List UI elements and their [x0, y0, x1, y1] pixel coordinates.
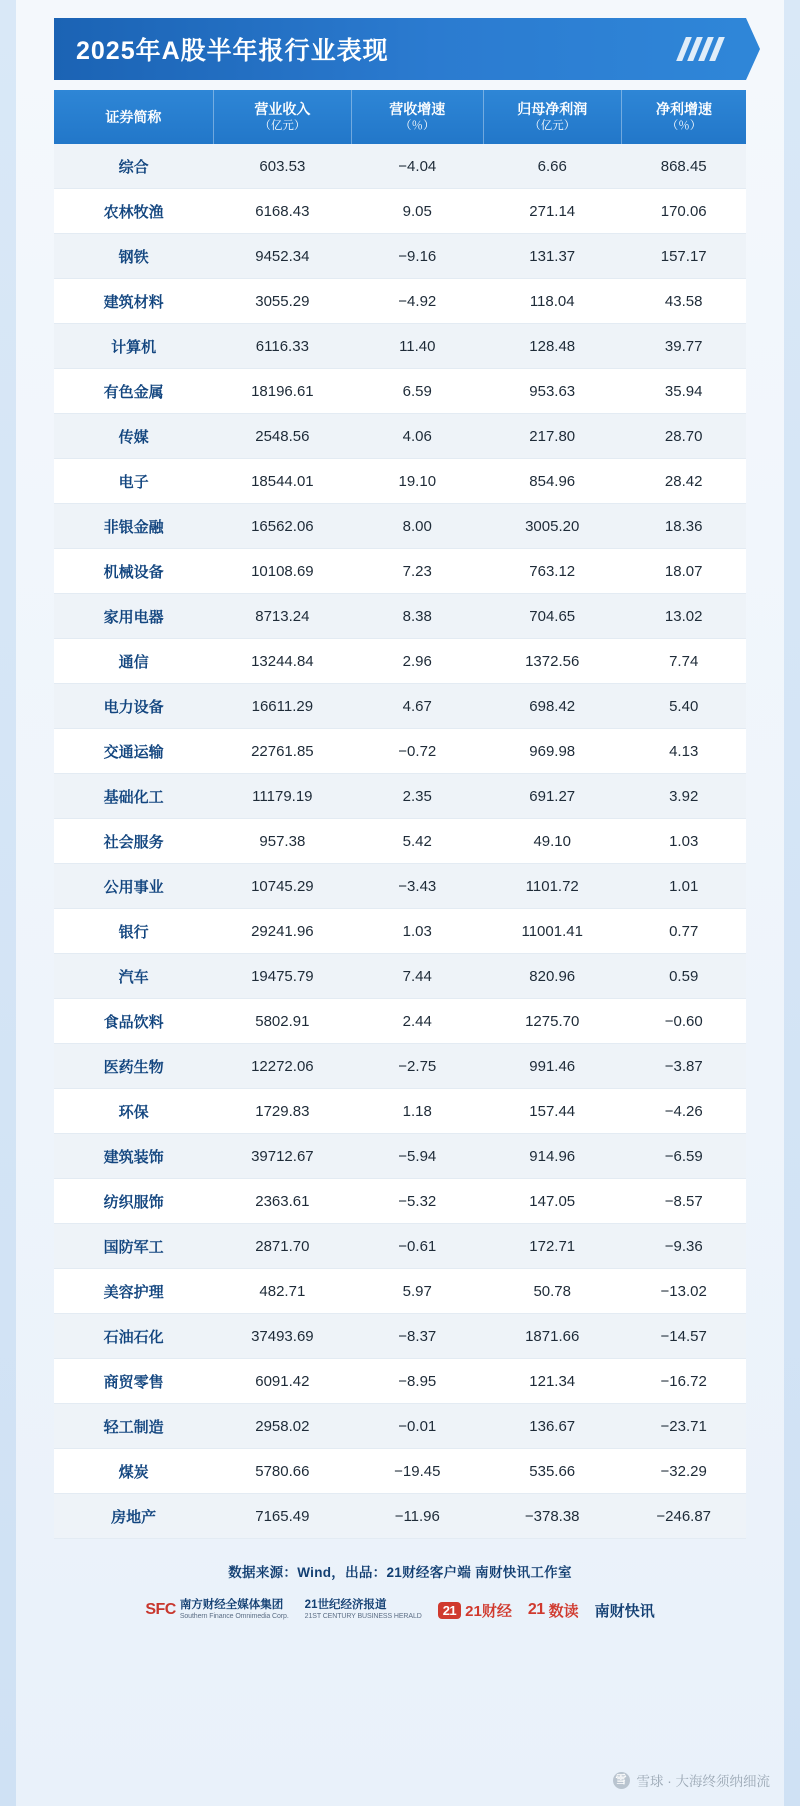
- cell-industry-name: 煤炭: [54, 1449, 213, 1494]
- cell-profit-growth: 5.40: [621, 684, 746, 729]
- page-title: 2025年A股半年报行业表现: [76, 37, 389, 65]
- table-row: [54, 594, 746, 639]
- cell-profit-growth: 28.42: [621, 459, 746, 504]
- cell-profit: 136.67: [483, 1404, 621, 1449]
- cell-revenue: 6168.43: [213, 189, 351, 234]
- cell-industry-name: 纺织服饰: [54, 1179, 213, 1224]
- cell-revenue: 2958.02: [213, 1404, 351, 1449]
- cell-profit: 691.27: [483, 774, 621, 819]
- cell-revenue: 12272.06: [213, 1044, 351, 1089]
- cell-industry-name: 农林牧渔: [54, 189, 213, 234]
- xueqiu-icon: 雪: [613, 1772, 630, 1789]
- cell-revenue-growth: −8.37: [352, 1314, 483, 1359]
- cell-revenue-growth: −11.96: [352, 1494, 483, 1539]
- cell-revenue: 6116.33: [213, 324, 351, 369]
- cell-industry-name: 交通运输: [54, 729, 213, 774]
- logo-21cbh: 21世纪经济报道 21ST CENTURY BUSINESS HERALD: [304, 1599, 422, 1620]
- table-row: [54, 1134, 746, 1179]
- twentyone-badge-icon: 21: [438, 1602, 461, 1619]
- cell-profit-growth: 0.77: [621, 909, 746, 954]
- column-header-name: 证券简称: [54, 90, 213, 144]
- cell-industry-name: 轻工制造: [54, 1404, 213, 1449]
- cell-industry-name: 食品饮料: [54, 999, 213, 1044]
- cell-profit: 820.96: [483, 954, 621, 999]
- cell-revenue: 482.71: [213, 1269, 351, 1314]
- cell-profit: 1372.56: [483, 639, 621, 684]
- cell-profit: 128.48: [483, 324, 621, 369]
- cell-industry-name: 家用电器: [54, 594, 213, 639]
- cell-profit-growth: 157.17: [621, 234, 746, 279]
- cell-industry-name: 银行: [54, 909, 213, 954]
- cell-profit-growth: 18.36: [621, 504, 746, 549]
- cell-profit: 914.96: [483, 1134, 621, 1179]
- cell-industry-name: 钢铁: [54, 234, 213, 279]
- cell-profit-growth: −4.26: [621, 1089, 746, 1134]
- cell-profit-growth: −3.87: [621, 1044, 746, 1089]
- cell-revenue: 5780.66: [213, 1449, 351, 1494]
- table-row: [54, 1449, 746, 1494]
- cell-profit: 49.10: [483, 819, 621, 864]
- cell-industry-name: 环保: [54, 1089, 213, 1134]
- cell-industry-name: 通信: [54, 639, 213, 684]
- cell-profit: 953.63: [483, 369, 621, 414]
- cell-profit-growth: −8.57: [621, 1179, 746, 1224]
- cell-revenue: 16611.29: [213, 684, 351, 729]
- cell-industry-name: 社会服务: [54, 819, 213, 864]
- cell-profit: 217.80: [483, 414, 621, 459]
- cell-revenue: 2548.56: [213, 414, 351, 459]
- cell-revenue-growth: −4.92: [352, 279, 483, 324]
- banner-arrow-icon: [746, 18, 760, 80]
- table-row: [54, 729, 746, 774]
- table-row: [54, 1269, 746, 1314]
- table-row: [54, 504, 746, 549]
- cell-industry-name: 计算机: [54, 324, 213, 369]
- table-row: [54, 909, 746, 954]
- cell-industry-name: 机械设备: [54, 549, 213, 594]
- cell-revenue: 1729.83: [213, 1089, 351, 1134]
- cell-revenue-growth: 8.38: [352, 594, 483, 639]
- cell-profit-growth: −16.72: [621, 1359, 746, 1404]
- cell-revenue-growth: 1.18: [352, 1089, 483, 1134]
- cell-revenue-growth: −9.16: [352, 234, 483, 279]
- decorative-slashes-icon: [681, 37, 720, 61]
- column-header-revenue-growth: 营收增速 （％）: [352, 90, 483, 144]
- cell-revenue: 3055.29: [213, 279, 351, 324]
- twentyone-mark-icon: 21: [527, 1601, 545, 1619]
- cell-revenue: 16562.06: [213, 504, 351, 549]
- cell-profit-growth: 0.59: [621, 954, 746, 999]
- cell-industry-name: 综合: [54, 144, 213, 189]
- table-header-row: [54, 90, 746, 144]
- table-row: [54, 1494, 746, 1539]
- cell-revenue-growth: −2.75: [352, 1044, 483, 1089]
- cell-revenue-growth: −19.45: [352, 1449, 483, 1494]
- cell-profit: 854.96: [483, 459, 621, 504]
- cell-revenue-growth: 19.10: [352, 459, 483, 504]
- table-row: [54, 1404, 746, 1449]
- logo-shudu: 21 数读: [527, 1601, 579, 1620]
- cell-revenue: 6091.42: [213, 1359, 351, 1404]
- cell-revenue: 8713.24: [213, 594, 351, 639]
- cell-profit: 991.46: [483, 1044, 621, 1089]
- cell-profit-growth: 43.58: [621, 279, 746, 324]
- cell-revenue: 10745.29: [213, 864, 351, 909]
- cell-revenue: 2363.61: [213, 1179, 351, 1224]
- table-row: [54, 1314, 746, 1359]
- column-header-revenue: 营业收入 （亿元）: [213, 90, 351, 144]
- cell-industry-name: 国防军工: [54, 1224, 213, 1269]
- cell-profit: 535.66: [483, 1449, 621, 1494]
- cell-profit: 6.66: [483, 144, 621, 189]
- cell-revenue: 18544.01: [213, 459, 351, 504]
- table-row: [54, 819, 746, 864]
- cell-profit: 763.12: [483, 549, 621, 594]
- cell-profit-growth: 3.92: [621, 774, 746, 819]
- table-row: [54, 774, 746, 819]
- cell-profit: 147.05: [483, 1179, 621, 1224]
- table-row: [54, 189, 746, 234]
- cell-profit: 3005.20: [483, 504, 621, 549]
- sfc-mark-icon: SFC: [145, 1601, 176, 1619]
- cell-revenue: 13244.84: [213, 639, 351, 684]
- cell-profit: 157.44: [483, 1089, 621, 1134]
- table-row: [54, 954, 746, 999]
- cell-industry-name: 石油石化: [54, 1314, 213, 1359]
- cell-revenue-growth: −0.72: [352, 729, 483, 774]
- cell-revenue: 7165.49: [213, 1494, 351, 1539]
- cell-profit-growth: −14.57: [621, 1314, 746, 1359]
- logo-sfc: SFC 南方财经全媒体集团 Southern Finance Omnimedia Corp.: [145, 1599, 289, 1620]
- cell-industry-name: 房地产: [54, 1494, 213, 1539]
- cell-revenue-growth: 2.35: [352, 774, 483, 819]
- cell-industry-name: 美容护理: [54, 1269, 213, 1314]
- table-row: [54, 459, 746, 504]
- cell-revenue: 5802.91: [213, 999, 351, 1044]
- data-source-note: 数据来源：Wind，出品：21财经客户端 南财快讯工作室: [228, 1565, 572, 1581]
- logo-21caijing: 21 21财经: [438, 1600, 512, 1621]
- cell-revenue-growth: 5.97: [352, 1269, 483, 1314]
- cell-profit-growth: 868.45: [621, 144, 746, 189]
- cell-profit: 118.04: [483, 279, 621, 324]
- cell-profit-growth: 7.74: [621, 639, 746, 684]
- cell-industry-name: 电子: [54, 459, 213, 504]
- table-row: [54, 369, 746, 414]
- cell-revenue-growth: −8.95: [352, 1359, 483, 1404]
- cell-profit: 131.37: [483, 234, 621, 279]
- table-row: [54, 864, 746, 909]
- table-row: [54, 279, 746, 324]
- cell-revenue-growth: 7.44: [352, 954, 483, 999]
- cell-profit-growth: −23.71: [621, 1404, 746, 1449]
- cell-industry-name: 公用事业: [54, 864, 213, 909]
- table-row: [54, 1044, 746, 1089]
- cell-profit: 969.98: [483, 729, 621, 774]
- cell-revenue: 9452.34: [213, 234, 351, 279]
- cell-profit: 698.42: [483, 684, 621, 729]
- cell-revenue: 2871.70: [213, 1224, 351, 1269]
- table-row: [54, 1179, 746, 1224]
- cell-revenue: 957.38: [213, 819, 351, 864]
- cell-profit-growth: 28.70: [621, 414, 746, 459]
- cell-industry-name: 医药生物: [54, 1044, 213, 1089]
- cell-revenue: 19475.79: [213, 954, 351, 999]
- cell-revenue-growth: 11.40: [352, 324, 483, 369]
- cell-industry-name: 有色金属: [54, 369, 213, 414]
- cell-revenue-growth: 2.96: [352, 639, 483, 684]
- cell-profit-growth: 170.06: [621, 189, 746, 234]
- table-row: [54, 1224, 746, 1269]
- cell-profit-growth: 39.77: [621, 324, 746, 369]
- cell-revenue: 29241.96: [213, 909, 351, 954]
- cell-industry-name: 建筑装饰: [54, 1134, 213, 1179]
- cell-revenue: 603.53: [213, 144, 351, 189]
- logo-nancai-kuaixun: 南财快讯: [594, 1602, 655, 1620]
- watermark: [613, 1770, 771, 1790]
- cell-revenue-growth: 4.67: [352, 684, 483, 729]
- cell-profit-growth: 4.13: [621, 729, 746, 774]
- industry-performance-table: [54, 90, 746, 1539]
- cell-profit: 50.78: [483, 1269, 621, 1314]
- cell-revenue-growth: 1.03: [352, 909, 483, 954]
- cell-industry-name: 非银金融: [54, 504, 213, 549]
- cell-profit-growth: 35.94: [621, 369, 746, 414]
- cell-industry-name: 汽车: [54, 954, 213, 999]
- watermark-text: 雪球 · 大海终须纳细流: [636, 1774, 770, 1789]
- cell-profit-growth: 13.02: [621, 594, 746, 639]
- cell-profit: 1275.70: [483, 999, 621, 1044]
- cell-profit-growth: −9.36: [621, 1224, 746, 1269]
- cell-revenue: 22761.85: [213, 729, 351, 774]
- cell-profit: 1871.66: [483, 1314, 621, 1359]
- cell-revenue-growth: −0.61: [352, 1224, 483, 1269]
- table-row: [54, 414, 746, 459]
- cell-profit: 704.65: [483, 594, 621, 639]
- cell-profit-growth: 18.07: [621, 549, 746, 594]
- cell-revenue-growth: 7.23: [352, 549, 483, 594]
- cell-industry-name: 基础化工: [54, 774, 213, 819]
- cell-profit: 271.14: [483, 189, 621, 234]
- cell-revenue-growth: −5.94: [352, 1134, 483, 1179]
- cell-revenue: 11179.19: [213, 774, 351, 819]
- table-row: [54, 1359, 746, 1404]
- title-banner: [54, 18, 746, 80]
- table-row: [54, 234, 746, 279]
- cell-revenue: 37493.69: [213, 1314, 351, 1359]
- cell-profit: 121.34: [483, 1359, 621, 1404]
- cell-profit: 11001.41: [483, 909, 621, 954]
- cell-revenue-growth: −4.04: [352, 144, 483, 189]
- cell-revenue-growth: −0.01: [352, 1404, 483, 1449]
- cell-profit-growth: 1.01: [621, 864, 746, 909]
- table-row: [54, 684, 746, 729]
- cell-profit-growth: −6.59: [621, 1134, 746, 1179]
- cell-profit: −378.38: [483, 1494, 621, 1539]
- cell-industry-name: 传媒: [54, 414, 213, 459]
- cell-profit-growth: −0.60: [621, 999, 746, 1044]
- cell-industry-name: 电力设备: [54, 684, 213, 729]
- cell-revenue: 18196.61: [213, 369, 351, 414]
- cell-revenue-growth: −5.32: [352, 1179, 483, 1224]
- cell-revenue: 39712.67: [213, 1134, 351, 1179]
- cell-revenue-growth: 2.44: [352, 999, 483, 1044]
- column-header-profit: 归母净利润 （亿元）: [483, 90, 621, 144]
- publisher-logos: [54, 1599, 746, 1620]
- cell-industry-name: 建筑材料: [54, 279, 213, 324]
- cell-profit: 1101.72: [483, 864, 621, 909]
- table-row: [54, 549, 746, 594]
- cell-revenue-growth: 9.05: [352, 189, 483, 234]
- cell-profit-growth: −13.02: [621, 1269, 746, 1314]
- cell-revenue-growth: 6.59: [352, 369, 483, 414]
- cell-profit-growth: 1.03: [621, 819, 746, 864]
- cell-profit-growth: −32.29: [621, 1449, 746, 1494]
- table-row: [54, 324, 746, 369]
- cell-profit: 172.71: [483, 1224, 621, 1269]
- table-row: [54, 639, 746, 684]
- table-row: [54, 999, 746, 1044]
- cell-revenue-growth: 8.00: [352, 504, 483, 549]
- cell-industry-name: 商贸零售: [54, 1359, 213, 1404]
- cell-revenue: 10108.69: [213, 549, 351, 594]
- cell-revenue-growth: −3.43: [352, 864, 483, 909]
- table-row: [54, 144, 746, 189]
- table-row: [54, 1089, 746, 1134]
- cell-revenue-growth: 5.42: [352, 819, 483, 864]
- column-header-profit-growth: 净利增速 （％）: [621, 90, 746, 144]
- cell-profit-growth: −246.87: [621, 1494, 746, 1539]
- cell-revenue-growth: 4.06: [352, 414, 483, 459]
